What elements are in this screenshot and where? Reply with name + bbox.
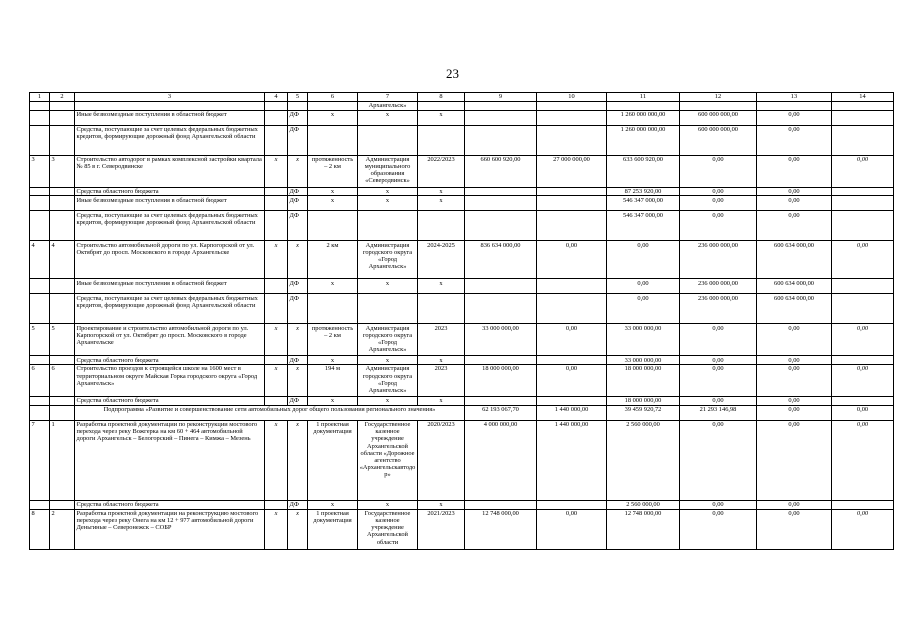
page-number: 23 [446,66,459,81]
cell-col-14: 0,00 [832,509,894,549]
cell-col-11: 546 347 000,00 [607,196,680,211]
cell-col-11: 1 260 000 000,00 [607,125,680,155]
cell-col-12: 0,00 [680,365,757,397]
cell-col-14 [832,294,894,324]
cell-col-11: 39 459 920,72 [607,405,680,420]
cell-col-2 [50,110,75,125]
cell-col-12: 0,00 [680,324,757,356]
cell-col-7: х [358,279,418,294]
cell-col-8: х [418,187,465,196]
cell-col-5: ДФ [288,187,308,196]
cell-col-7 [358,211,418,241]
cell-col-3: Строительство автодорог в рамках комплексной застройки квартала № 85 в г. Северодвинске [75,155,265,187]
cell-col-3: Разработка проектной документации по реконструкции мостового перехода через реку Вожгерка на км 60 + 464 автомобильной дороги Архангельск – Белогорский – Пинега – Кимжа – Мезень [75,420,265,500]
table-row [30,420,894,500]
subprogram-title: Подпрограмма «Развитие и совершенствование сети автомобильных дорог общего пользования регионального значения» [75,405,465,420]
cell-col-7: х [358,500,418,509]
cell-col-14: 0,00 [832,155,894,187]
column-number-4: 4 [265,93,288,102]
cell-col-3: Средства областного бюджета [75,500,265,509]
cell-col-7: х [358,196,418,211]
cell-col-10: 0,00 [537,324,607,356]
cell-col-13: 0,00 [757,509,832,549]
cell-col-9 [465,211,537,241]
cell-col-10: 0,00 [537,365,607,397]
cell-col-9 [465,101,537,110]
cell-col-6 [308,125,358,155]
cell-col-3: Иные безвозмездные поступления в областной бюджет [75,279,265,294]
cell-col-5: ДФ [288,294,308,324]
cell-col-9: 18 000 000,00 [465,365,537,397]
cell-col-13: 0,00 [757,356,832,365]
cell-col-10: 27 000 000,00 [537,155,607,187]
table-row [30,365,894,397]
column-number-11: 11 [607,93,680,102]
cell-col-13: 600 634 000,00 [757,241,832,279]
cell-col-7 [358,294,418,324]
cell-col-11: 0,00 [607,294,680,324]
cell-col-10 [537,196,607,211]
cell-col-3: Средства областного бюджета [75,397,265,406]
cell-col-11: 0,00 [607,279,680,294]
cell-col-5: ДФ [288,196,308,211]
table-row [30,279,894,294]
cell-col-1 [30,125,50,155]
cell-col-1: 3 [30,155,50,187]
cell-col-12: 0,00 [680,211,757,241]
cell-col-4: х [265,420,288,500]
cell-col-4 [265,110,288,125]
cell-col-14 [832,397,894,406]
cell-col-6: 1 проектная документация [308,509,358,549]
cell-col-12: 0,00 [680,155,757,187]
cell-col-4 [265,125,288,155]
cell-col-7: Администрация муниципального образования «Северодвинск» [358,155,418,187]
cell-col-13 [757,101,832,110]
budget-table [29,92,894,550]
table-row [30,110,894,125]
cell-col-9 [465,196,537,211]
cell-col-14 [832,101,894,110]
cell-col-14 [832,279,894,294]
cell-col-5: х [288,420,308,500]
cell-col-3: Средства областного бюджета [75,356,265,365]
cell-col-2 [50,187,75,196]
cell-col-10 [537,356,607,365]
cell-col-2: 1 [50,420,75,500]
cell-col-8: х [418,356,465,365]
table-row [30,196,894,211]
cell-col-7: х [358,187,418,196]
cell-col-8: х [418,110,465,125]
cell-col-4: х [265,241,288,279]
cell-col-4: х [265,155,288,187]
column-number-5: 5 [288,93,308,102]
cell-col-14: 0,00 [832,241,894,279]
table-row [30,324,894,356]
cell-col-11: 546 347 000,00 [607,211,680,241]
cell-col-14: 0,00 [832,420,894,500]
cell-col-12: 0,00 [680,196,757,211]
cell-col-12: 600 000 000,00 [680,110,757,125]
cell-col-1 [30,405,50,420]
cell-col-10 [537,101,607,110]
column-number-6: 6 [308,93,358,102]
cell-col-4: х [265,324,288,356]
cell-col-9: 62 193 067,70 [465,405,537,420]
cell-col-12: 236 000 000,00 [680,294,757,324]
cell-col-9 [465,279,537,294]
cell-col-13: 0,00 [757,420,832,500]
table-row [30,500,894,509]
cell-col-13: 0,00 [757,125,832,155]
cell-col-14: 0,00 [832,365,894,397]
cell-col-11: 633 600 920,00 [607,155,680,187]
cell-col-6 [308,294,358,324]
cell-col-8: 2020/2023 [418,420,465,500]
cell-col-2 [50,405,75,420]
cell-col-13: 0,00 [757,110,832,125]
cell-col-1 [30,187,50,196]
cell-col-6: 2 км [308,241,358,279]
table-row [30,211,894,241]
cell-col-8 [418,125,465,155]
cell-col-6: х [308,356,358,365]
cell-col-7: Государственное казенное учреждение Архангельской области [358,509,418,549]
cell-col-7: х [358,397,418,406]
cell-col-4 [265,187,288,196]
cell-col-12: 0,00 [680,356,757,365]
cell-col-6: х [308,500,358,509]
cell-col-4 [265,397,288,406]
cell-col-14: 0,00 [832,405,894,420]
cell-col-2 [50,279,75,294]
cell-col-7: х [358,356,418,365]
table-row [30,356,894,365]
cell-col-6: х [308,110,358,125]
cell-col-6: 1 проектная документация [308,420,358,500]
cell-col-14 [832,110,894,125]
cell-col-7: Администрация городского округа «Город Архангельск» [358,365,418,397]
cell-col-5: ДФ [288,397,308,406]
cell-col-4 [265,500,288,509]
cell-col-2: 2 [50,509,75,549]
cell-col-7: Государственное казенное учреждение Архангельской области «Дорожное агентство «Архангельскавтодор» [358,420,418,500]
cell-col-1: 6 [30,365,50,397]
cell-col-9 [465,500,537,509]
cell-col-9: 33 000 000,00 [465,324,537,356]
cell-col-1: 4 [30,241,50,279]
cell-col-10 [537,500,607,509]
column-number-3: 3 [75,93,265,102]
cell-col-10: 0,00 [537,509,607,549]
cell-col-12: 0,00 [680,500,757,509]
cell-col-14: 0,00 [832,324,894,356]
cell-col-13: 0,00 [757,365,832,397]
cell-col-11: 18 000 000,00 [607,365,680,397]
cell-col-5: ДФ [288,500,308,509]
column-number-9: 9 [465,93,537,102]
cell-col-2 [50,500,75,509]
cell-col-11: 87 253 920,00 [607,187,680,196]
cell-col-1 [30,101,50,110]
cell-col-6: 194 м [308,365,358,397]
cell-col-13: 0,00 [757,187,832,196]
cell-col-2 [50,397,75,406]
cell-col-12: 0,00 [680,397,757,406]
cell-col-14 [832,125,894,155]
cell-col-7: х [358,110,418,125]
cell-col-5 [288,101,308,110]
cell-col-6: протяженность – 2 км [308,324,358,356]
cell-col-5: ДФ [288,356,308,365]
cell-col-10 [537,187,607,196]
cell-col-12: 0,00 [680,420,757,500]
cell-col-9 [465,125,537,155]
cell-col-2: 5 [50,324,75,356]
cell-col-7: Администрация городского округа «Город Архангельск» [358,324,418,356]
cell-col-9 [465,294,537,324]
cell-col-11: 33 000 000,00 [607,356,680,365]
cell-col-8 [418,211,465,241]
cell-col-9: 4 000 000,00 [465,420,537,500]
cell-col-11: 33 000 000,00 [607,324,680,356]
cell-col-5: ДФ [288,211,308,241]
cell-col-1 [30,397,50,406]
cell-col-1: 7 [30,420,50,500]
cell-col-3: Проектирование и строительство автомобильной дороги по ул. Карпогорской от ул. Октябрят до просп. Московского в городе Архангельске [75,324,265,356]
cell-col-10 [537,279,607,294]
cell-col-3: Средства областного бюджета [75,187,265,196]
cell-col-13: 0,00 [757,324,832,356]
column-number-14: 14 [832,93,894,102]
cell-col-4 [265,101,288,110]
cell-col-13: 0,00 [757,155,832,187]
cell-col-8 [418,294,465,324]
cell-col-14 [832,211,894,241]
cell-col-3: Средства, поступающие за счет целевых федеральных бюджетных кредитов, формирующие дорожный фонд Архангельской области [75,125,265,155]
cell-col-13: 0,00 [757,196,832,211]
cell-col-14 [832,187,894,196]
cell-col-2 [50,101,75,110]
cell-col-10 [537,125,607,155]
cell-col-8 [418,101,465,110]
table-row [30,509,894,549]
column-number-10: 10 [537,93,607,102]
cell-col-8: х [418,500,465,509]
column-number-8: 8 [418,93,465,102]
cell-col-1 [30,279,50,294]
cell-col-4: х [265,365,288,397]
cell-col-3 [75,101,265,110]
cell-col-3: Иные безвозмездные поступления в областной бюджет [75,110,265,125]
cell-col-7: Архангельск» [358,101,418,110]
cell-col-13: 600 634 000,00 [757,279,832,294]
cell-col-12: 21 293 146,98 [680,405,757,420]
cell-col-4: х [265,509,288,549]
cell-col-2 [50,356,75,365]
cell-col-5: ДФ [288,279,308,294]
cell-col-11: 0,00 [607,241,680,279]
cell-col-10 [537,211,607,241]
cell-col-10 [537,110,607,125]
cell-col-1: 8 [30,509,50,549]
cell-col-12 [680,101,757,110]
cell-col-2 [50,294,75,324]
cell-col-1 [30,294,50,324]
cell-col-13: 0,00 [757,500,832,509]
cell-col-9: 660 600 920,00 [465,155,537,187]
cell-col-5: х [288,509,308,549]
cell-col-3: Строительство проездов к строящейся школе на 1600 мест в территориальном округе Майская Горка городского округа «Город Архангельск» [75,365,265,397]
cell-col-1 [30,211,50,241]
cell-col-13: 0,00 [757,211,832,241]
cell-col-8: х [418,397,465,406]
column-number-7: 7 [358,93,418,102]
cell-col-6: х [308,397,358,406]
table-row [30,155,894,187]
table-row [30,241,894,279]
cell-col-6: х [308,187,358,196]
cell-col-8: 2024-2025 [418,241,465,279]
cell-col-2: 4 [50,241,75,279]
cell-col-6 [308,101,358,110]
cell-col-5: х [288,155,308,187]
cell-col-11: 12 748 000,00 [607,509,680,549]
cell-col-13: 600 634 000,00 [757,294,832,324]
cell-col-10 [537,397,607,406]
cell-col-1 [30,110,50,125]
cell-col-12: 0,00 [680,187,757,196]
table-header-row [30,93,894,102]
cell-col-10: 0,00 [537,241,607,279]
cell-col-5: х [288,324,308,356]
cell-col-10: 1 440 000,00 [537,405,607,420]
cell-col-12: 600 000 000,00 [680,125,757,155]
table-row [30,101,894,110]
cell-col-9 [465,397,537,406]
column-number-2: 2 [50,93,75,102]
cell-col-2: 3 [50,155,75,187]
cell-col-4 [265,196,288,211]
cell-col-1 [30,196,50,211]
table-row [30,294,894,324]
cell-col-12: 236 000 000,00 [680,241,757,279]
cell-col-8: х [418,196,465,211]
cell-col-7 [358,125,418,155]
column-number-1: 1 [30,93,50,102]
cell-col-4 [265,211,288,241]
table-row [30,125,894,155]
cell-col-8: х [418,279,465,294]
cell-col-1 [30,356,50,365]
table-row [30,405,894,420]
cell-col-14 [832,196,894,211]
cell-col-11: 2 560 000,00 [607,500,680,509]
cell-col-14 [832,500,894,509]
cell-col-5: х [288,365,308,397]
cell-col-9 [465,356,537,365]
cell-col-5: х [288,241,308,279]
cell-col-4 [265,294,288,324]
cell-col-6 [308,211,358,241]
column-number-12: 12 [680,93,757,102]
cell-col-1 [30,500,50,509]
cell-col-12: 0,00 [680,509,757,549]
cell-col-3: Строительство автомобильной дороги по ул. Карпогорской от ул. Октябрят до просп. Московского в городе Архангельске [75,241,265,279]
cell-col-11: 1 260 000 000,00 [607,110,680,125]
cell-col-11: 2 560 000,00 [607,420,680,500]
cell-col-5: ДФ [288,110,308,125]
cell-col-10: 1 440 000,00 [537,420,607,500]
cell-col-3: Разработка проектной документации на реконструкцию мостового перехода через реку Онега на км 12 + 977 автомобильной дороги Деньгиные – Северонежск – СОБР [75,509,265,549]
cell-col-2 [50,125,75,155]
table-row [30,187,894,196]
column-number-13: 13 [757,93,832,102]
cell-col-5: ДФ [288,125,308,155]
cell-col-8: 2021/2023 [418,509,465,549]
cell-col-9: 12 748 000,00 [465,509,537,549]
cell-col-9 [465,187,537,196]
cell-col-9 [465,110,537,125]
cell-col-13: 0,00 [757,405,832,420]
cell-col-8: 2022/2023 [418,155,465,187]
cell-col-6: протяженность – 2 км [308,155,358,187]
cell-col-9: 836 634 000,00 [465,241,537,279]
cell-col-6: х [308,279,358,294]
cell-col-8: 2023 [418,324,465,356]
cell-col-11 [607,101,680,110]
cell-col-11: 18 000 000,00 [607,397,680,406]
cell-col-1: 5 [30,324,50,356]
cell-col-8: 2023 [418,365,465,397]
cell-col-3: Средства, поступающие за счет целевых федеральных бюджетных кредитов, формирующие дорожный фонд Архангельской области [75,294,265,324]
cell-col-4 [265,279,288,294]
table-row [30,397,894,406]
cell-col-10 [537,294,607,324]
cell-col-3: Иные безвозмездные поступления в областной бюджет [75,196,265,211]
cell-col-2 [50,211,75,241]
cell-col-3: Средства, поступающие за счет целевых федеральных бюджетных кредитов, формирующие дорожный фонд Архангельской области [75,211,265,241]
cell-col-12: 236 000 000,00 [680,279,757,294]
cell-col-14 [832,356,894,365]
cell-col-6: х [308,196,358,211]
cell-col-2 [50,196,75,211]
cell-col-4 [265,356,288,365]
cell-col-13: 0,00 [757,397,832,406]
cell-col-2: 6 [50,365,75,397]
cell-col-7: Администрация городского округа «Город Архангельск» [358,241,418,279]
